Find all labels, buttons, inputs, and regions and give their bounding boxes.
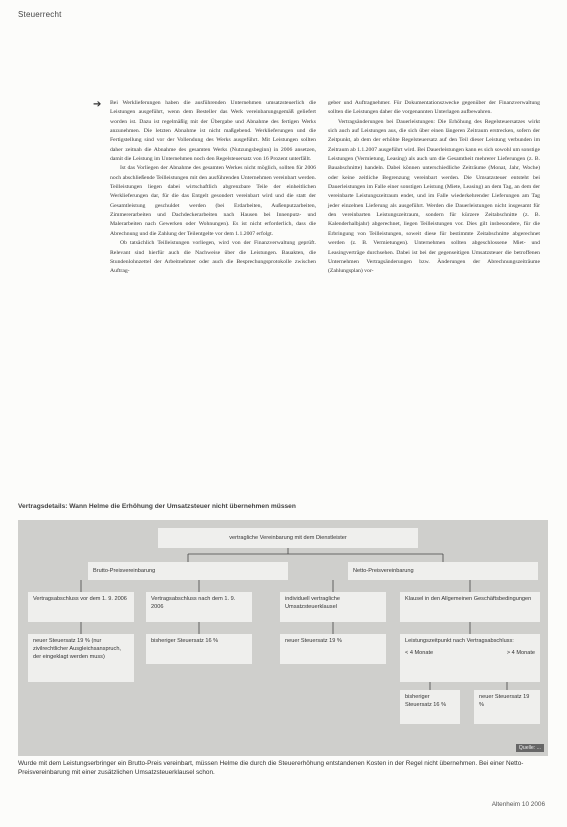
agreement-box: vertragliche Vereinbarung mit dem Dienstleister bbox=[158, 528, 418, 548]
old-rate-box: bisheriger Steuersatz 16 % bbox=[400, 690, 460, 724]
source-badge: Quelle: ... bbox=[516, 744, 544, 752]
paragraph: Ist das Vorliegen der Abnahme des gesamten Werkes nicht möglich, sollten für 2006 noch abschließende Teilleistungen mit den ausführenden Unternehmen vereinbart werden. Teilleistungen liegen dabei wirtschaftlich abgrenzbare Teile der einheitlichen Werklieferungen dar, für die das Entgelt gesondert vereinbart wird und die statt der Gesamtleistung geschuldet werden (bei Erdarbeiten, Außenputzarbeiten, Zimmererarbeiten und Dachdeckerarbeiten nach Hausen bei Innenputz- und Malerarbeiten nach Gewerken oder Wohnungen). Es ist nicht erforderlich, dass die Abrechnung und die Zahlung der Teilentgelte vor dem 1.1.2007 erfolgt. bbox=[110, 165, 316, 237]
paragraph: Vertragsänderungen bei Dauerleistungen: Die Erhöhung des Regelsteuersatzes wirkt sich auch auf Leistungen aus, die sich über einen längeren Zeitraum erstrecken, sofern der Zeitpunkt, ab dem der erhöhte Regelsteuersatz auf den Teil dieser Leistung verbunden im Zeitraum ab 1.1.2007 ausgeführt wird. Bei Dauerleistungen kann es sich sowohl um sonstige Leistungen (Vermietung, Leasing) als auch um die Gesamtheit mehrerer Lieferungen (z. B. Bauabschnitte) handeln. Dabei können unterschiedliche Zeiträume (Monat, Jahr, Woche) oder keine zeitliche Begrenzung vereinbart werden. Die Umsatzsteuer entsteht bei Dauerleistungen im Falle einer sonstigen Leistung (Miete, Leasing) an dem Tag, an dem der vereinbarte Leistungszeitraum endet, und im Falle wiederkehrender Lieferungen am Tag jeder einzelnen Lieferung als ausgeführt. Werden die Dauerleistungen nicht insgesamt für den vereinbarten Leistungszeitraum, sondern für kürzere Zeitabschnitte (z. B. Kalenderhalbjahr) abgerechnet, liegen Teilleistungen vor. Dies gilt insbesondere, für die Erbringung von Teilleistungen, soweit diese für bestimmte Zeitabschnitte abgerechnet werden (z. B. Vermietungen). Unternehmen sollten abgeschlossene Miet- und Leasingverträge durchsehen. Dabei ist bei der gegenseitigen Umsatzsteuer die betroffenen Unternehmen Vertragsänderungen bzw. Änderungen der Abrechnungszeiträume (Zahlungsplan) vor- bbox=[328, 118, 540, 275]
brutto-before-rate-box: neuer Steuersatz 19 % (nur zivilrechtlicher Ausgleichsanspruch, der eingeklagt werden muss) bbox=[28, 634, 134, 682]
flow-diagram bbox=[18, 520, 548, 756]
timing-label: Leistungszeitpunkt nach Vertragsabschluss: bbox=[405, 638, 514, 644]
paragraph: Ob tatsächlich Teilleistungen vorliegen, wird von der Finanzverwaltung geprüft. Relevant sind hierfür auch die Nachweise über die Leistungen. Bauakten, die Stundenlohnzettel der Arbeitnehmer oder auch die Besprechungsprotokolle zwischen Auftrag- bbox=[110, 240, 316, 275]
brutto-after-rate-box: bisheriger Steuersatz 16 % bbox=[146, 634, 252, 664]
body-right-column bbox=[328, 99, 540, 277]
section-title: Steuerrecht bbox=[18, 10, 62, 19]
netto-individual-rate-box: neuer Steuersatz 19 % bbox=[280, 634, 386, 664]
arrow-icon: ➔ bbox=[93, 99, 102, 110]
brutto-before-box: Vertragsabschluss vor dem 1. 9. 2006 bbox=[28, 592, 134, 622]
timing-short: < 4 Monate bbox=[405, 650, 434, 656]
netto-box: Netto-Preisvereinbarung bbox=[348, 562, 538, 580]
page-footer: Altenheim 10 2006 bbox=[491, 801, 545, 808]
figure-note: Wurde mit dem Leistungserbringer ein Brutto-Preis vereinbart, müssen Helme die durch die Steuererhöhung entstandenen Kosten in der Regel nicht übernehmen. Bei einer Netto-Preisvereinbarung mit einer zusätzlichen Umsatzsteuerklausel schon. bbox=[18, 760, 524, 776]
paragraph: Bei Werklieferungen haben die ausführenden Unternehmen umsatzsteuerlich die Leistungen ausgeführt, wenn dem Besteller das Werk vereinbarungsgemäß geliefert worden ist. Dazu ist regelmäßig mit der Übergabe und Abnahme des fertigen Werks anzunehmen. Die letzten Abnahme ist nicht maßgebend. Werklieferungen und die Fertigstellung sind vor der Vollendung des Werks ausgeführt. Mit Leistungen sollten daher zeitnah die Abnahme des gesamten Werks (Nutzungsbeginn) in 2006 ansetzen, damit die Leistung im Unternehmen noch den Regelsteuersatz von 16 Prozent unterfällt. bbox=[110, 100, 316, 163]
body-left-column bbox=[110, 99, 316, 277]
netto-agb-box: Klausel in den Allgemeinen Geschäftsbedingungen bbox=[400, 592, 540, 622]
netto-agb-timing-box bbox=[400, 634, 540, 682]
timing-long: > 4 Monate bbox=[506, 650, 535, 656]
figure-caption: Vertragsdetails: Wann Helme die Erhöhung der Umsatzsteuer nicht übernehmen müssen bbox=[18, 503, 296, 510]
netto-individual-box: individuell vertragliche Umsatzsteuerklausel bbox=[280, 592, 386, 622]
paragraph: geber und Auftragnehmer. Für Dokumentationszwecke gegenüber der Finanzverwaltung sollten die Leistungen daher die vorgenannten Unterlagen aufbewahren. bbox=[328, 100, 540, 116]
new-rate-box: neuer Steuersatz 19 % bbox=[474, 690, 540, 724]
brutto-box: Brutto-Preisvereinbarung bbox=[88, 562, 288, 580]
brutto-after-box: Vertragsabschluss nach dem 1. 9. 2006 bbox=[146, 592, 252, 622]
